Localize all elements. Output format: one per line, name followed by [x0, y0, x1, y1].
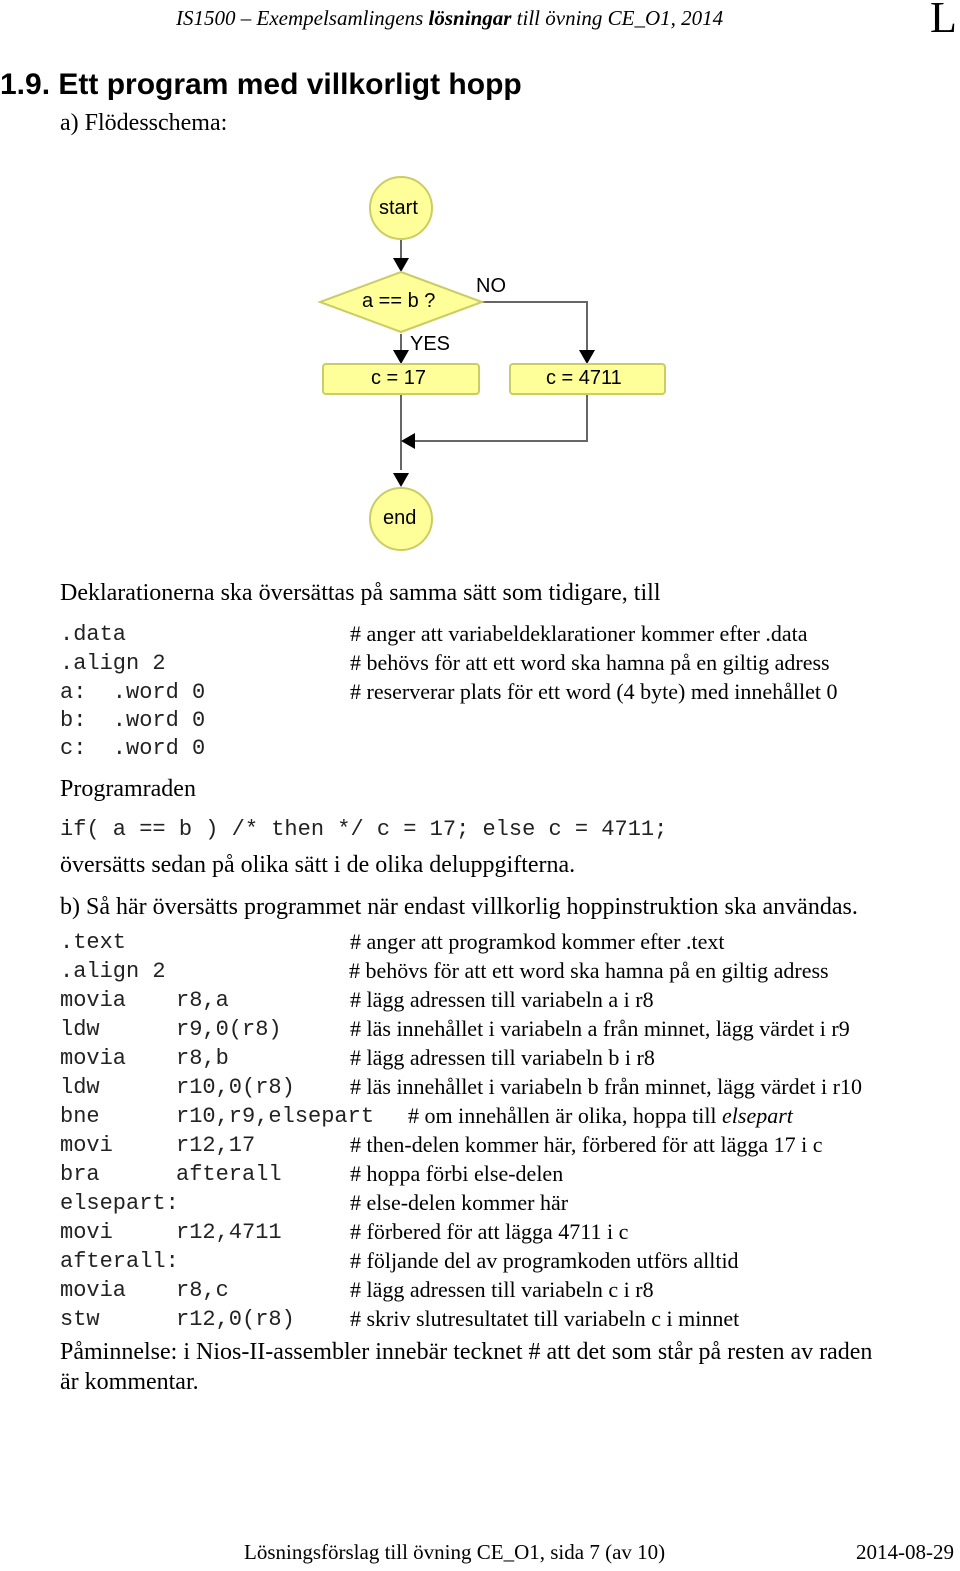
asm-comment-4: # läs innehållet i variabeln a från minnet, lägg värdet i r9	[350, 1016, 850, 1041]
asm-comment-6: # läs innehållet i variabeln b från minnet, lägg värdet i r10	[350, 1074, 862, 1099]
decision-label: a == b ?	[362, 290, 436, 312]
reminder-line-2: är kommentar.	[60, 1369, 199, 1395]
section-title: 1.9. Ett program med villkorligt hopp	[0, 68, 522, 101]
reminder-line-1: Påminnelse: i Nios-II-assembler innebär tecknet # att det som står på resten av raden	[60, 1339, 873, 1365]
asm-args-9: afterall	[176, 1162, 282, 1187]
header-left: IS1500 – Exempelsamlingens	[176, 6, 429, 30]
asm-op-1: .text	[60, 930, 127, 955]
asm-args-11: r12,4711	[176, 1220, 282, 1245]
decl-code-2: .align 2	[60, 651, 166, 676]
decl-code-1: .data	[60, 622, 127, 647]
asm-args-4: r9,0(r8)	[176, 1017, 282, 1042]
decl-comment-1: # anger att variabeldeklarationer kommer efter .data	[350, 621, 808, 646]
decl-code-5: c: .word 0	[60, 736, 206, 761]
asm-args-3: r8,a	[176, 988, 229, 1013]
end-label: end	[383, 507, 417, 529]
asm-op-3: movia	[60, 988, 127, 1013]
program-line-code: if( a == b ) /* then */ c = 17; else c = 4711;	[60, 817, 668, 842]
asm-comment-11: # förbered för att lägga 4711 i c	[350, 1219, 629, 1244]
asm-comment-13: # lägg adressen till variabeln c i r8	[350, 1277, 654, 1302]
asm-args-13: r8,c	[176, 1278, 229, 1303]
else-label: c = 4711	[546, 367, 622, 389]
decl-comment-2: # behövs för att ett word ska hamna på en giltig adress	[350, 650, 830, 675]
asm-op-2: .align 2	[60, 959, 166, 984]
decl-code-4: b: .word 0	[60, 708, 206, 733]
asm-comment-3: # lägg adressen till variabeln a i r8	[350, 987, 654, 1012]
then-label: c = 17	[371, 367, 427, 389]
arrowhead-3	[579, 350, 595, 364]
arrow-no-branch	[460, 302, 587, 352]
decl-code-3: a: .word 0	[60, 680, 206, 705]
footer-center: Lösningsförslag till övning CE_O1, sida 7 (av 10)	[244, 1540, 666, 1564]
arrowhead-2	[393, 350, 409, 364]
asm-op-13: movia	[60, 1278, 127, 1303]
asm-args-8: r12,17	[176, 1133, 256, 1158]
asm-op-12: afterall:	[60, 1249, 179, 1274]
asm-args-7: r10,r9,elsepart	[176, 1104, 375, 1129]
asm-op-14: stw	[60, 1307, 100, 1332]
part-a-label: a) Flödesschema:	[60, 110, 228, 136]
declarations-intro: Deklarationerna ska översättas på samma sätt som tidigare, till	[60, 580, 661, 606]
asm-op-6: ldw	[60, 1075, 100, 1100]
asm-comment-8: # then-delen kommer här, förbered för att lägga 17 i c	[350, 1132, 823, 1157]
asm-comment-1: # anger att programkod kommer efter .text	[350, 929, 725, 954]
asm-comment-5: # lägg adressen till variabeln b i r8	[350, 1045, 655, 1070]
decl-comment-3: # reserverar plats för ett word (4 byte) med innehållet 0	[350, 679, 838, 704]
program-line-after: översätts sedan på olika sätt i de olika deluppgifterna.	[60, 852, 576, 878]
footer-date: 2014-08-29	[856, 1540, 954, 1564]
part-b-heading: b) Så här översätts programmet när endast villkorlig hoppinstruktion ska användas.	[60, 894, 858, 920]
program-line-label: Programraden	[60, 776, 196, 802]
no-label: NO	[476, 275, 506, 297]
asm-op-10: elsepart:	[60, 1191, 179, 1216]
header-right: till övning CE_O1, 2014	[511, 6, 724, 30]
asm-op-11: movi	[60, 1220, 113, 1245]
asm-comment-12: # följande del av programkoden utförs alltid	[350, 1248, 739, 1273]
arrow-else-merge	[413, 394, 587, 441]
asm-args-14: r12,0(r8)	[176, 1307, 295, 1332]
asm-comment-14: # skriv slutresultatet till variabeln c i minnet	[350, 1306, 740, 1331]
asm-args-5: r8,b	[176, 1046, 229, 1071]
asm-args-6: r10,0(r8)	[176, 1075, 295, 1100]
asm-op-4: ldw	[60, 1017, 100, 1042]
header-bold: lösningar	[428, 6, 512, 30]
arrowhead-4	[401, 433, 415, 449]
asm-op-8: movi	[60, 1133, 113, 1158]
arrowhead-5	[393, 473, 409, 487]
asm-op-9: bra	[60, 1162, 100, 1187]
elsepart-emphasis: elsepart	[722, 1103, 793, 1128]
yes-label: YES	[410, 333, 451, 355]
corner-letter: L	[930, 0, 957, 42]
asm-comment-2: # behövs för att ett word ska hamna på en giltig adress	[349, 958, 829, 983]
asm-comment-10: # else-delen kommer här	[350, 1190, 569, 1215]
asm-op-7: bne	[60, 1104, 100, 1129]
asm-op-5: movia	[60, 1046, 127, 1071]
asm-comment-7: # om innehållen är olika, hoppa till elsepart	[408, 1103, 793, 1128]
arrowhead-1	[393, 258, 409, 272]
start-label: start	[379, 197, 418, 219]
asm-comment-9: # hoppa förbi else-delen	[350, 1161, 564, 1186]
